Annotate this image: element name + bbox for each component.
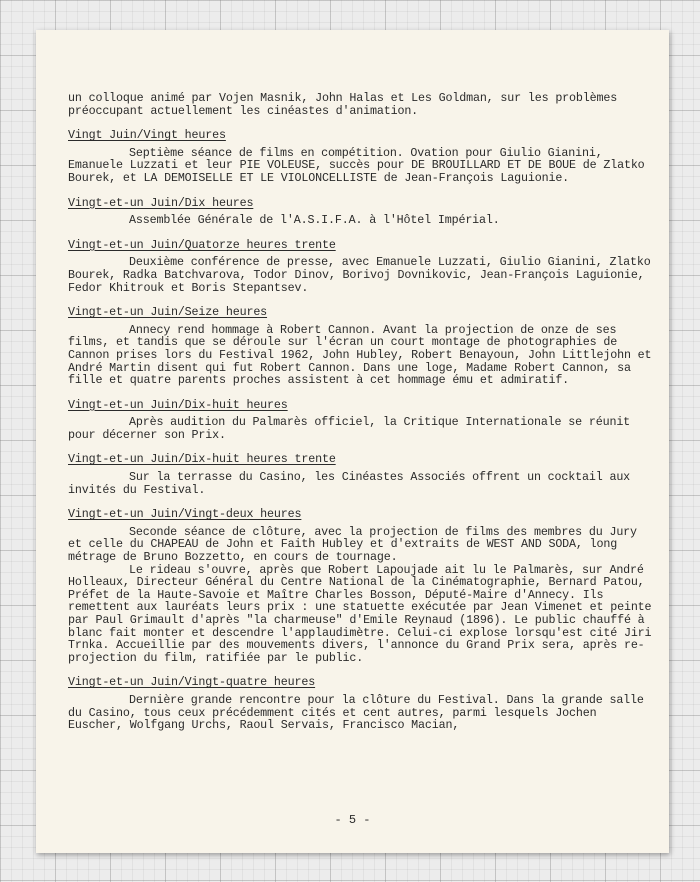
section-paragraph: Le rideau s'ouvre, après que Robert Lapoujade ait lu le Palmarès, sur André Holleaux, Directeur Général du Centre National de la Cinématographie, Bernard Patou, Préfet de la Haute-Savoie et Maître Charles Bosson, Député-Maire d'Annecy. Ils remettent aux lauréats leurs prix : une statuette exécutée par Jean Vimenet et peinte par Paul Grimault d'après "la charmeuse" d'Emile Reynaud (1896). Le public chauffé à blanc fait monter et descendre l'applaudimètre. Celui-ci explose lorsqu'est cité Jiri Trnka. Accueillie par des mouvements divers, l'annonce du Grand Prix sera, après re-projection du film, ratifiée par le public. (68, 562, 659, 665)
section-heading: Vingt Juin/Vingt heures (68, 128, 226, 143)
typed-page (36, 30, 669, 853)
section-paragraph: Seconde séance de clôture, avec la projection de films des membres du Jury et celle du CHAPEAU de John et Faith Hubley et d'extraits de WEST AND SODA, long métrage de Bruno Bozzetto, en cours de tournage. (68, 524, 644, 565)
section-paragraph: Annecy rend hommage à Robert Cannon. Avant la projection de onze de ses films, et tandis que se déroule sur l'écran un court montage de photographies de Cannon prises lors du Festival 1962, John Hubley, Robert Benayoun, John Littlejohn et André Martin disent qui fut Robert Cannon. Dans une loge, Madame Robert Cannon, sa fille et quatre parents proches assistent à cet hommage ému et admiratif. (68, 322, 659, 388)
section-paragraph: Assemblée Générale de l'A.S.I.F.A. à l'Hôtel Impérial. (129, 213, 500, 228)
section-heading: Vingt-et-un Juin/Dix heures (68, 195, 254, 210)
section-paragraph: Après audition du Palmarès officiel, la Critique Internationale se réunit pour décerner son Prix. (68, 415, 637, 442)
intro-paragraph: un colloque animé par Vojen Masnik, John Halas et Les Goldman, sur les problèmes préoccupant actuellement les cinéastes d'animation. (68, 91, 624, 118)
section-heading: Vingt-et-un Juin/Vingt-quatre heures (68, 675, 316, 690)
page-number: - 5 - (334, 813, 371, 827)
section-paragraph: Dernière grande rencontre pour la clôture du Festival. Dans la grande salle du Casino, tous ceux précédemment cités et cent autres, parmi lesquels Jochen Euscher, Wolfgang Urchs, Raoul Servais, Francisco Macian, (68, 692, 651, 733)
section-heading: Vingt-et-un Juin/Quatorze heures trente (68, 237, 336, 252)
section-paragraph: Septième séance de films en compétition. Ovation pour Giulio Gianini, Emanuele Luzzati et leur PIE VOLEUSE, succès pour DE BROUILLARD ET DE BOUE de Zlatko Bourek, et LA DEMOISELLE ET LE VIOLONCELLISTE de Jean-François Laguionie. (68, 145, 652, 185)
page-text (68, 91, 659, 733)
section-heading: Vingt-et-un Juin/Vingt-deux heures (68, 507, 302, 522)
section-heading: Vingt-et-un Juin/Dix-huit heures trente (68, 452, 336, 467)
section-heading: Vingt-et-un Juin/Dix-huit heures (68, 397, 288, 412)
section-heading: Vingt-et-un Juin/Seize heures (68, 305, 268, 320)
section-paragraph: Deuxième conférence de presse, avec Emanuele Luzzati, Giulio Gianini, Zlatko Bourek, Radka Batchvarova, Todor Dinov, Borivoj Dovnikovic, Jean-François Laguionie, Fedor Khitrouk et Boris Stepantsev. (68, 255, 658, 295)
section-paragraph: Sur la terrasse du Casino, les Cinéastes Associés offrent un cocktail aux invités du Festival. (68, 470, 637, 497)
